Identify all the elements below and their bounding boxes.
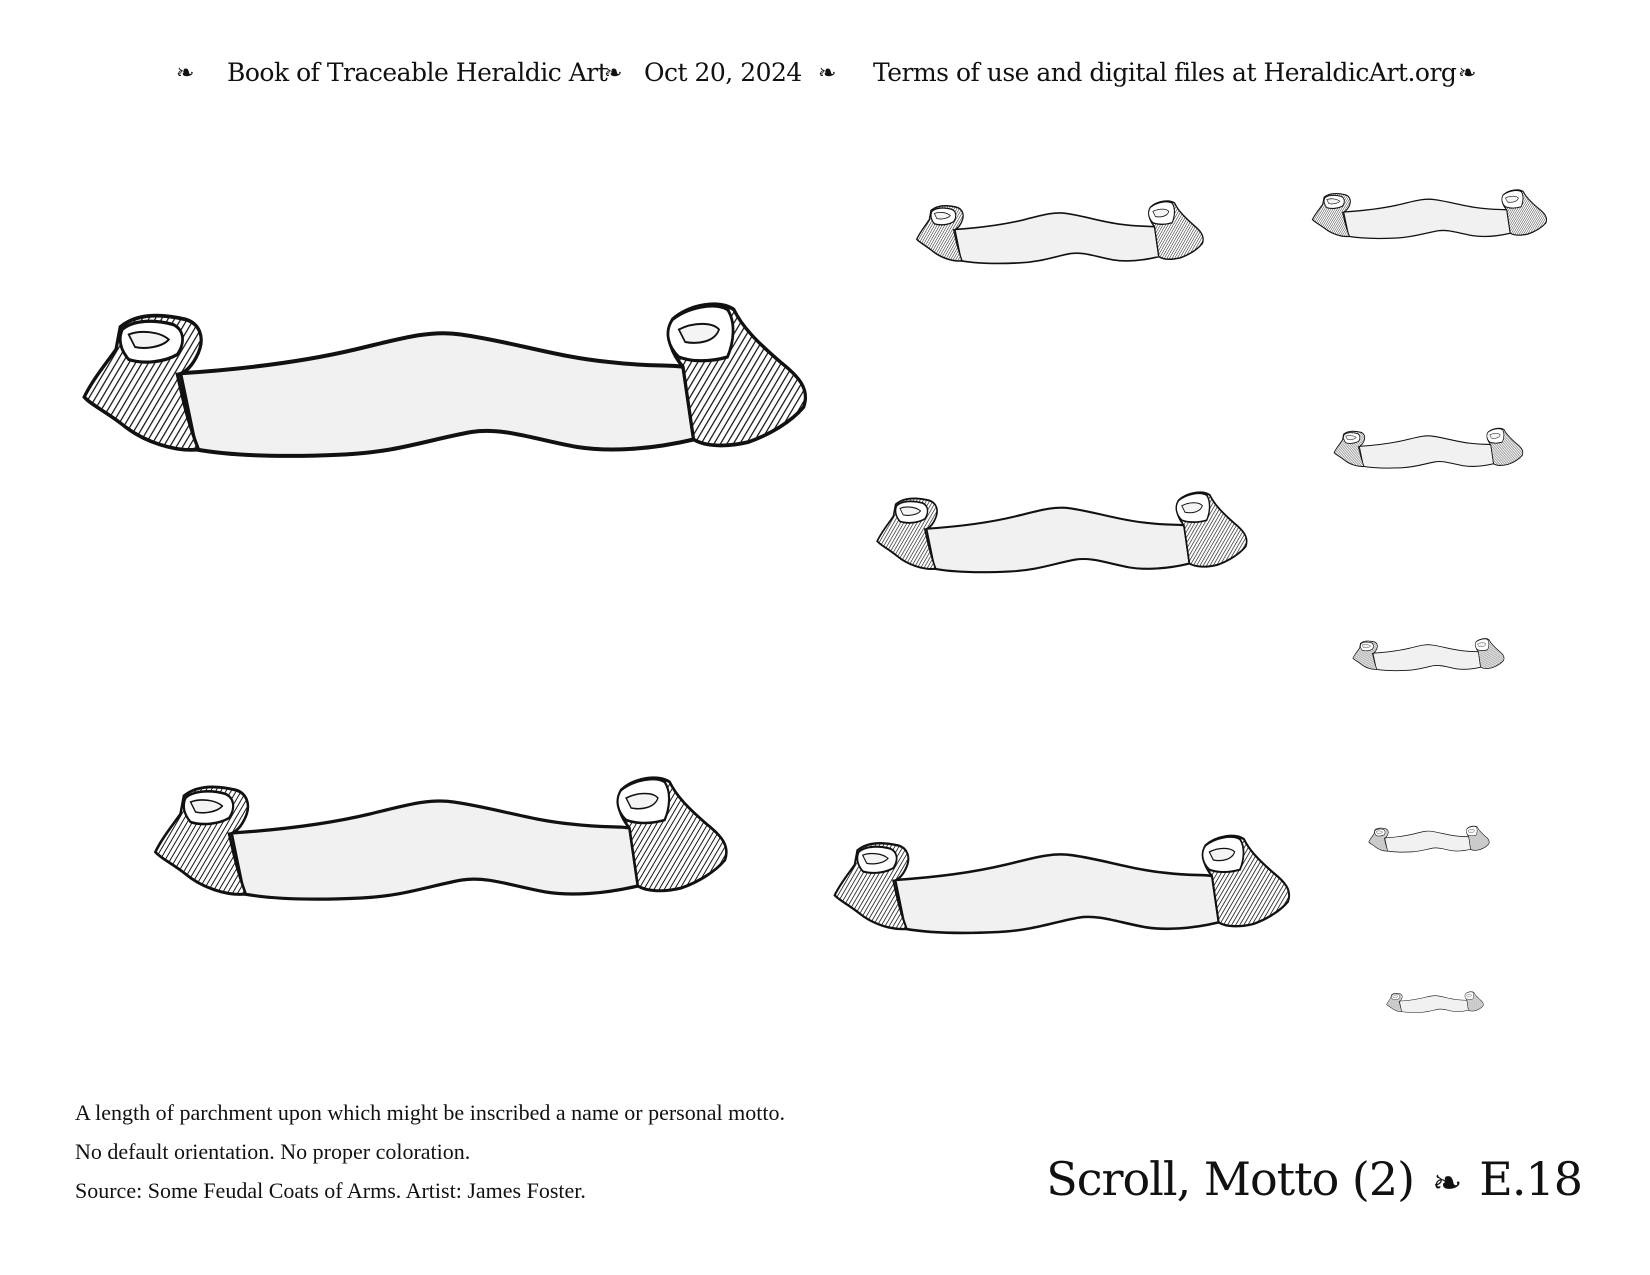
description-line-3: Source: Some Feudal Coats of Arms. Artist: James Foster. — [75, 1178, 586, 1203]
plate-name: Scroll, Motto (2) — [1046, 1152, 1415, 1206]
scroll-illustration-small-bottom — [832, 828, 1292, 940]
fleuron-icon: ❧ — [176, 61, 194, 86]
page-header — [0, 58, 1650, 98]
book-title: Book of Traceable Heraldic Art — [227, 58, 608, 87]
fleuron-icon: ❧ — [1432, 1163, 1462, 1204]
scroll-illustration-tiny-4 — [1368, 824, 1490, 854]
scroll-illustration-medium-left — [152, 768, 730, 908]
header-date: Oct 20, 2024 — [644, 58, 802, 87]
scroll-illustration-small-top — [915, 196, 1205, 268]
fleuron-icon: ❧ — [818, 61, 836, 86]
description-line-2: No default orientation. No proper coloration. — [75, 1139, 471, 1164]
scroll-illustration-tiny-5 — [1386, 990, 1484, 1014]
fleuron-icon: ❧ — [1458, 61, 1476, 86]
plate-number: E.18 — [1479, 1152, 1582, 1206]
terms-of-use-link[interactable]: Terms of use and digital files at HeraldicArt.org — [873, 58, 1457, 87]
scroll-illustration-tiny-3 — [1352, 636, 1505, 673]
scroll-illustration-tiny-2 — [1333, 425, 1524, 471]
scroll-illustration-small-middle — [875, 486, 1249, 578]
fleuron-icon: ❧ — [604, 61, 622, 86]
plate-title — [1046, 1152, 1582, 1206]
scroll-illustration-tiny-1 — [1311, 186, 1548, 242]
scroll-illustration-large — [80, 292, 810, 467]
description-line-1: A length of parchment upon which might be inscribed a name or personal motto. — [75, 1100, 785, 1125]
